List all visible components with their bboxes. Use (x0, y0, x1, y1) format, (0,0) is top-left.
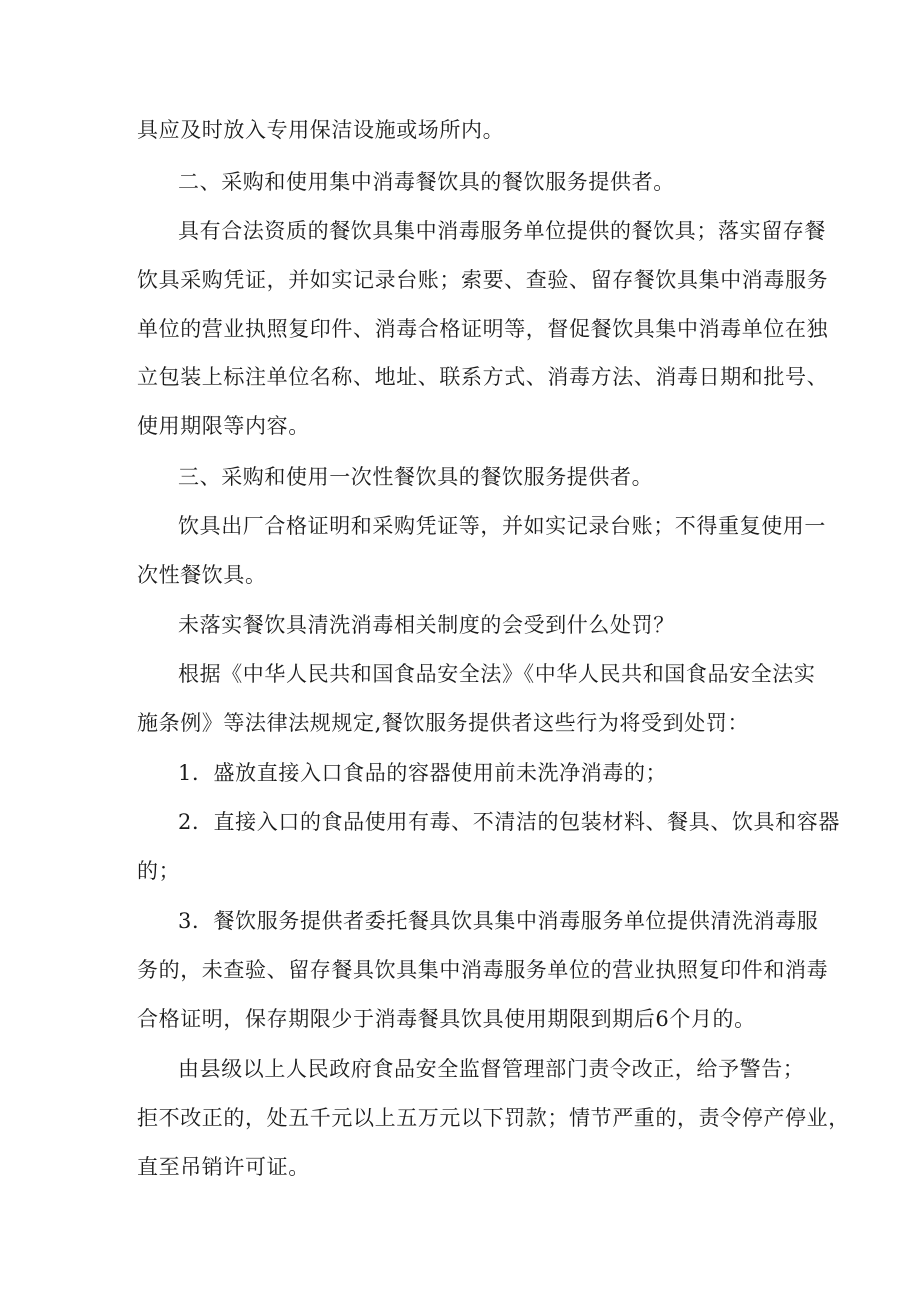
list-item: 1．盛放直接入口食品的容器使用前未洗净消毒的； (178, 761, 668, 785)
body-line: 施条例》等法律法规规定,餐饮服务提供者这些行为将受到处罚： (137, 711, 750, 735)
list-item-continuation: 的； (137, 859, 181, 883)
body-line: 饮具出厂合格证明和采购凭证等，并如实记录台账；不得重复使用一 (178, 514, 826, 538)
body-line: 饮具采购凭证，并如实记录台账；索要、查验、留存餐饮具集中消毒服务 (137, 268, 829, 292)
body-line: 拒不改正的，处五千元以上五万元以下罚款；情节严重的，责令停产停业， (137, 1106, 850, 1130)
body-line: 使用期限等内容。 (137, 414, 310, 438)
list-item: 2．直接入口的食品使用有毒、不清洁的包装材料、餐具、饮具和容器 (178, 810, 840, 834)
section-heading: 二、采购和使用集中消毒餐饮具的餐饮服务提供者。 (178, 170, 675, 194)
body-line: 具有合法资质的餐饮具集中消毒服务单位提供的餐饮具；落实留存餐 (178, 219, 826, 243)
body-line: 直至吊销许可证。 (137, 1155, 310, 1179)
question-line: 未落实餐饮具清洗消毒相关制度的会受到什么处罚？ (178, 613, 675, 637)
list-item: 3．餐饮服务提供者委托餐具饮具集中消毒服务单位提供清洗消毒服 (178, 909, 819, 933)
body-line: 具应及时放入专用保洁设施或场所内。 (137, 118, 505, 142)
section-heading: 三、采购和使用一次性餐饮具的餐饮服务提供者。 (178, 465, 654, 489)
body-line: 根据《中华人民共和国食品安全法》《中华人民共和国食品安全法实 (178, 662, 816, 686)
body-line: 次性餐饮具。 (137, 563, 267, 587)
list-item-continuation: 务的，未查验、留存餐具饮具集中消毒服务单位的营业执照复印件和消毒 (137, 958, 829, 982)
list-item-continuation: 合格证明，保存期限少于消毒餐具饮具使用期限到期后6个月的。 (137, 1007, 756, 1031)
body-line: 由县级以上人民政府食品安全监督管理部门责令改正，给予警告； (178, 1057, 805, 1081)
body-line: 立包装上标注单位名称、地址、联系方式、消毒方法、消毒日期和批号、 (137, 365, 829, 389)
body-line: 单位的营业执照复印件、消毒合格证明等，督促餐饮具集中消毒单位在独 (137, 317, 829, 341)
